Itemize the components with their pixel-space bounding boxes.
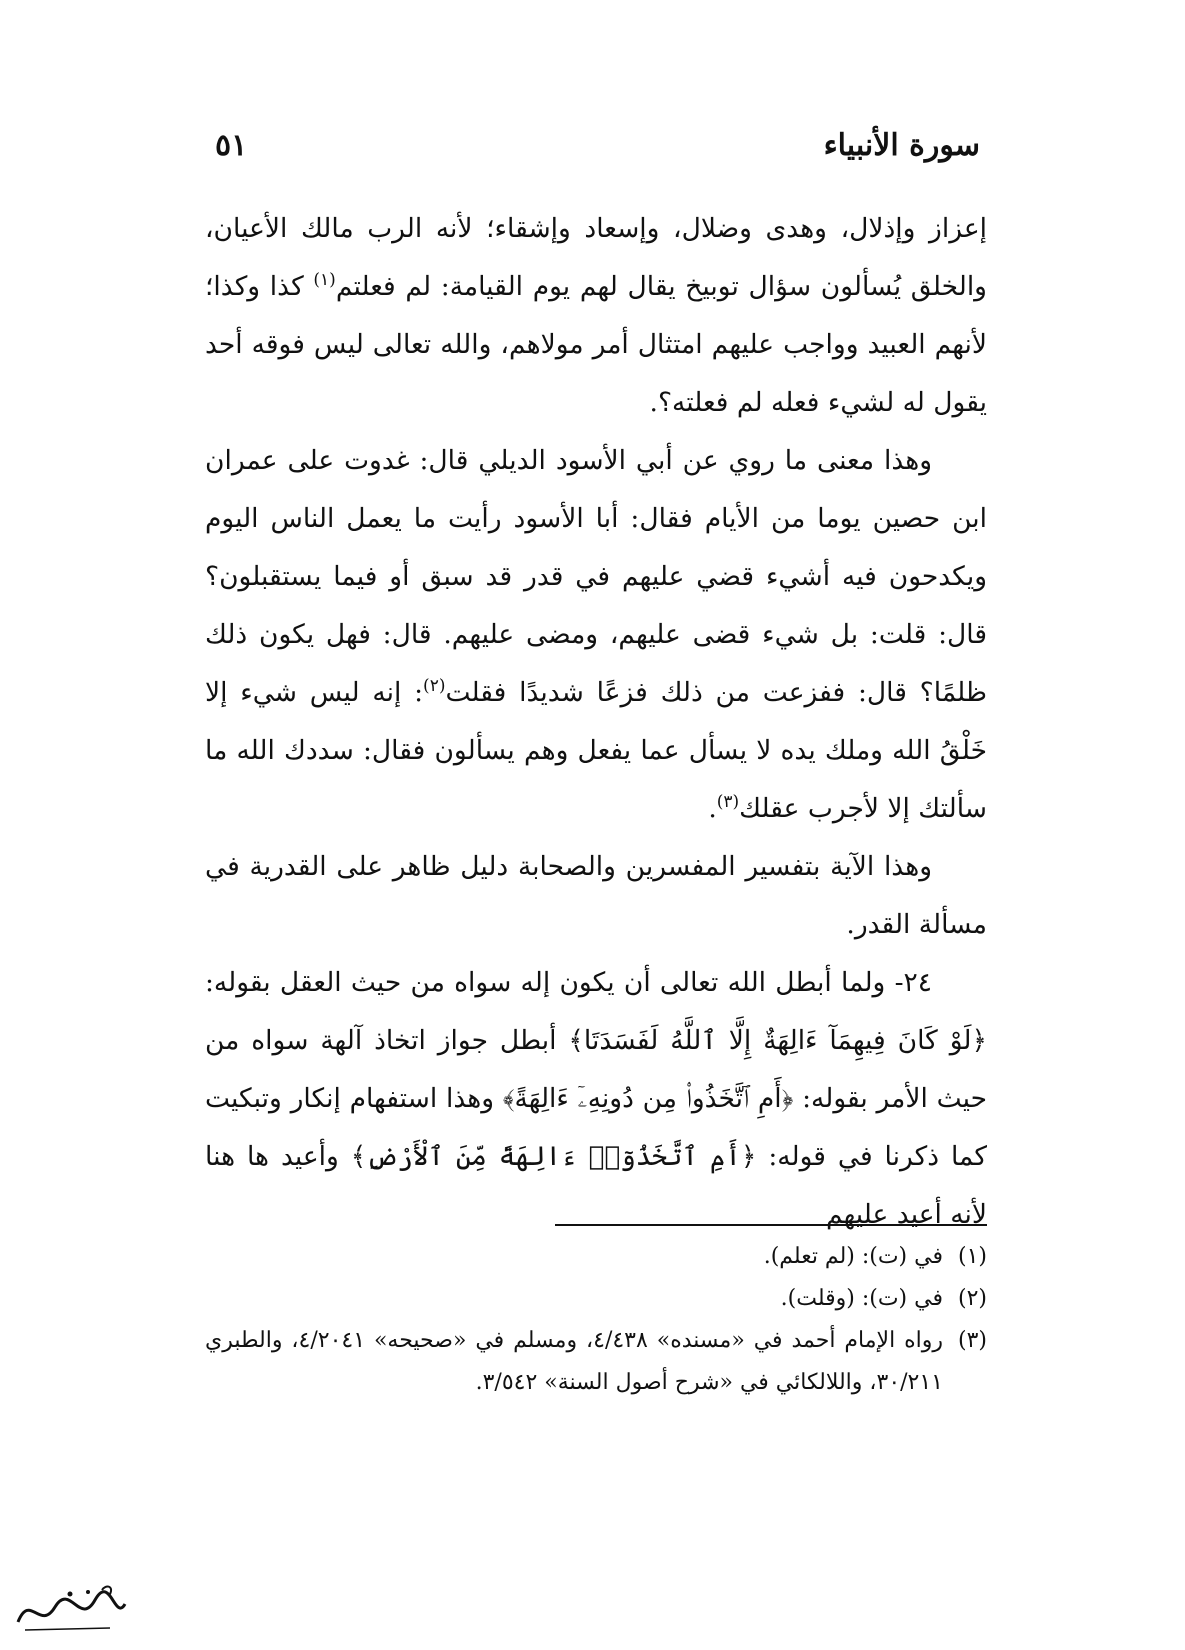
- footnote-separator: [555, 1224, 987, 1226]
- paragraph-2-text-end: .: [708, 793, 717, 824]
- page-number: ٥١: [215, 128, 248, 163]
- paragraph-1-text-end: كذا وكذا؛ لأنهم العبيد وواجب عليهم امتثال أمر مولاهم، والله تعالى ليس فوقه أحد يقول له لشيء فعله لم فعلته؟.: [205, 271, 987, 418]
- footnote-number: (٣): [957, 1328, 987, 1353]
- footnote-number: (٢): [957, 1286, 987, 1311]
- footnote-3: [205, 1320, 987, 1404]
- main-text: [205, 200, 987, 1244]
- paragraph-4: [205, 954, 987, 1244]
- surah-title: سورة الأنبياء: [823, 128, 980, 163]
- footnote-ref-3[interactable]: (٣): [716, 792, 740, 813]
- footnote-2: [205, 1278, 987, 1320]
- footnote-1: [205, 1236, 987, 1278]
- paragraph-4-text-a: ٢٤- ولما أبطل الله تعالى أن يكون إله سواه من حيث العقل بقوله:: [205, 967, 932, 998]
- footnote-text: في (ت): (لم تعلم).: [763, 1244, 943, 1269]
- paragraph-4-text-b: أبطل جواز اتخاذ آلهة سواه من حيث الأمر بقوله:: [205, 1025, 987, 1114]
- footnotes: [205, 1236, 987, 1404]
- footnote-number: (١): [957, 1244, 987, 1269]
- paragraph-2: [205, 432, 987, 838]
- footnote-ref-2[interactable]: (٢): [423, 676, 446, 697]
- paragraph-2-text-mid: : إنه ليس شيء إلا خَلْقُ الله وملك يده لا يسأل عما يفعل وهم يسألون فقال: سددك الله ما سألتك إلا لأجرب عقلك: [205, 677, 987, 824]
- running-header: [215, 128, 980, 178]
- quran-verse-1: ﴿لَوْ كَانَ فِيهِمَآ ءَالِهَةٌ إِلَّا ٱللَّهُ لَفَسَدَتَا﴾: [568, 1025, 987, 1056]
- footnote-text: في (ت): (وقلت).: [780, 1286, 943, 1311]
- footnote-ref-1[interactable]: (١): [313, 270, 336, 291]
- quran-verse-3: ﴿أَمِ ٱتَّخَذُوٓا۟ ءَالِهَةً مِّنَ ٱلْأَرْضِ﴾: [350, 1141, 757, 1172]
- paragraph-1: [205, 200, 987, 432]
- paragraph-4-text-d: وأعيد ها هنا لأنه أعيد عليهم: [205, 1141, 987, 1230]
- calligraphy-stamp-logo: [10, 1582, 130, 1642]
- paragraph-4-text-c: وهذا استفهام إنكار وتبكيت كما ذكرنا في قوله:: [205, 1083, 987, 1172]
- footnote-text: رواه الإمام أحمد في «مسنده» ٤/٤٣٨، ومسلم في «صحيحه» ٤/٢٠٤١، والطبري ٣٠/٢١١، واللالكائي في «شرح أصول السنة» ٣/٥٤٢.: [205, 1328, 944, 1395]
- paragraph-1-text: إعزاز وإذلال، وهدى وضلال، وإسعاد وإشقاء؛ لأنه الرب مالك الأعيان، والخلق يُسألون سؤال توبيخ يقال لهم يوم القيامة: لم فعلتم: [205, 213, 987, 302]
- quran-verse-2: ﴿أَمِ ٱتَّخَذُوا۟ مِن دُونِهِۦٓ ءَالِهَةً﴾: [502, 1083, 794, 1114]
- paragraph-2-text: وهذا معنى ما روي عن أبي الأسود الديلي قال: غدوت على عمران ابن حصين يوما من الأيام فقال: أبا الأسود رأيت ما يعمل الناس اليوم ويكدحون فيه أشيء قضي عليهم في قدر قد سبق أو فيما يستقبلون؟ قال: قلت: بل شيء قضى عليهم، ومضى عليهم. قال: فهل يكون ذلك ظلمًا؟ قال: ففزعت من ذلك فزعًا شديدًا فقلت: [205, 445, 988, 708]
- paragraph-3-text: وهذا الآية بتفسير المفسرين والصحابة دليل ظاهر على القدرية في مسألة القدر.: [205, 851, 987, 940]
- paragraph-3: [205, 838, 987, 954]
